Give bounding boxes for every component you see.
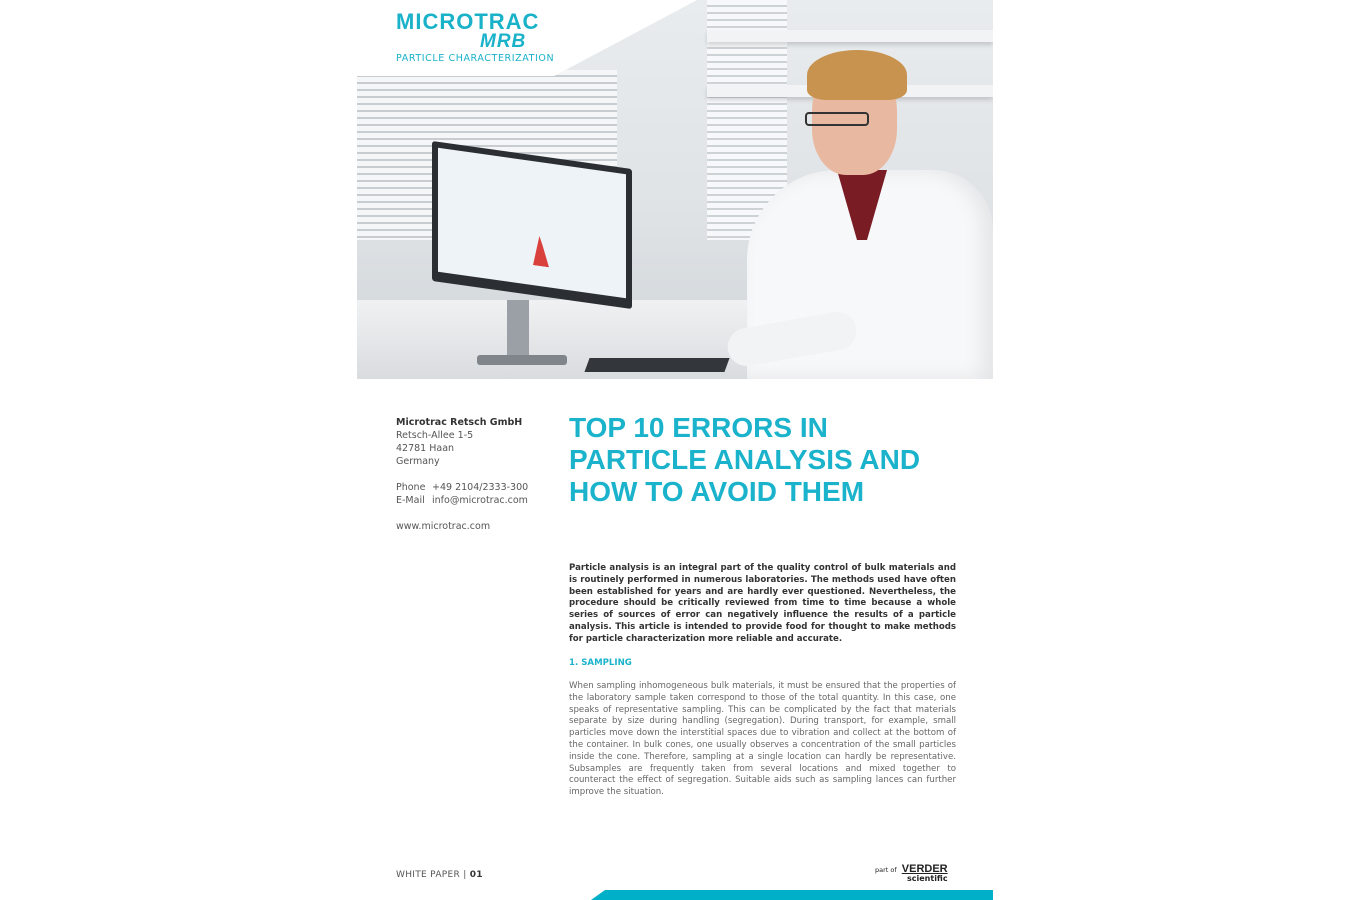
logo-mark: MRB — [480, 31, 527, 52]
monitor — [432, 141, 632, 309]
partner-name: VERDER — [901, 863, 948, 875]
lab-shelf — [707, 30, 993, 42]
glasses — [805, 112, 869, 126]
verder-scientific-logo — [875, 857, 948, 883]
website-link[interactable]: www.microtrac.com — [396, 521, 491, 532]
monitor-stand — [507, 300, 529, 360]
keyboard — [584, 358, 729, 372]
email-label: E-Mail — [396, 495, 425, 506]
microtrac-logo — [396, 11, 554, 64]
footer-accent-bar — [591, 890, 993, 900]
monitor-screen — [438, 148, 626, 298]
intro-paragraph: Particle analysis is an integral part of the quality control of bulk materials and is routinely performed in numerous laboratories. The methods used have often been established for years and are hardly ever questioned. Nevertheless, the procedure should be critically reviewed from time to time because a whole series of sources of error can negatively influence the results of a particle analysis. This article is intended to provide food for thought to make methods for particle characterization more reliable and accurate. — [569, 563, 956, 644]
distribution-peak — [533, 235, 549, 267]
logo-word: MICROTRAC — [396, 9, 540, 34]
document-title: TOP 10 ERRORS IN PARTICLE ANALYSIS AND HOW TO AVOID THEM — [569, 412, 921, 507]
phone-label: Phone — [396, 482, 426, 493]
footer-doc-type: WHITE PAPER — [396, 870, 461, 880]
street: Retsch-Allee 1-5 — [396, 430, 474, 441]
page-number: 01 — [469, 870, 483, 880]
phone-row — [396, 481, 528, 494]
city: 42781 Haan — [396, 443, 455, 454]
hero-photo-lab-technician — [357, 0, 993, 379]
partner-sub: scientific — [907, 874, 948, 883]
email-link[interactable]: info@microtrac.com — [432, 495, 528, 506]
phone-number: +49 2104/2333-300 — [432, 482, 529, 493]
document-page — [357, 0, 993, 900]
partner-prefix: part of — [875, 866, 897, 874]
email-row — [396, 494, 528, 507]
section-heading: 1. SAMPLING — [569, 658, 632, 668]
footer-separator: | — [463, 870, 467, 880]
section-body: When sampling inhomogeneous bulk materials, it must be ensured that the properties of the laboratory sample taken correspond to those of the total quantity. In this case, one speaks of representative sampling. This can be complicated by the fact that materials separate by size during handling (segregation). During transport, for example, small particles move down the interstitial spaces due to vibration and collect at the bottom of the container. In bulk cones, one usually observes a concentration of the small particles inside the cone. Therefore, sampling at a single location can hardly be representative. Subsamples are frequently taken from several locations and mixed together to counteract the effect of segregation. Suitable aids such as sampling lances can further improve the situation. — [569, 681, 956, 798]
person-hair — [807, 50, 907, 100]
company-name: Microtrac Retsch GmbH — [396, 417, 523, 428]
country: Germany — [396, 456, 440, 467]
logo-tagline: PARTICLE CHARACTERIZATION — [396, 53, 555, 64]
address-block — [396, 416, 528, 533]
monitor-base — [477, 355, 567, 365]
footer-label — [396, 870, 483, 880]
